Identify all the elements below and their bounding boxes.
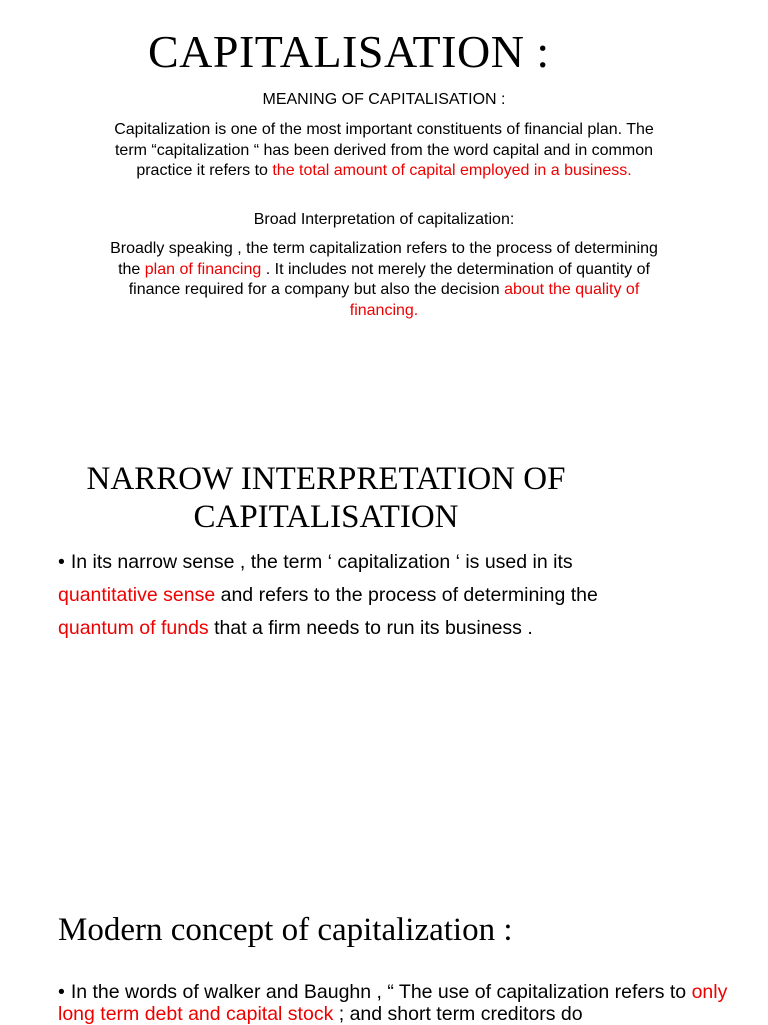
bullet-item xyxy=(58,981,738,1025)
slide-modern-concept xyxy=(0,885,768,1024)
slide-title: CAPITALISATION : xyxy=(148,26,550,77)
bullet-icon: • xyxy=(58,981,65,1003)
broad-paragraph xyxy=(98,239,670,321)
broad-highlight-1: plan of financing xyxy=(144,260,262,278)
bullet-icon: • xyxy=(58,551,65,573)
slide-narrow-interpretation xyxy=(0,430,768,885)
title-line-2: CAPITALISATION xyxy=(193,499,459,535)
bullet-text-2: ; and short term creditors do xyxy=(333,1003,583,1025)
slide-title: Modern concept of capitalization : xyxy=(58,912,513,948)
meaning-paragraph xyxy=(98,120,670,182)
broad-text-1: Broadly speaking , the term capitalization refers to the process of determining the xyxy=(110,240,658,278)
meaning-heading-text: MEANING OF CAPITALISATION : xyxy=(262,91,506,108)
broad-highlight-2: about the quality of financing. xyxy=(349,281,640,319)
bullet-highlight-1: only long term debt and capital stock xyxy=(58,981,728,1025)
bullet-highlight-2: quantum of funds xyxy=(58,617,209,639)
meaning-text: Capitalization is one of the most important constituents of financial plan. The term “capitalization “ has been derived from the word capital and in common practice it refers to xyxy=(114,121,654,179)
slide-title xyxy=(66,460,586,536)
title-line-1: NARROW INTERPRETATION OF xyxy=(86,461,566,497)
broad-text-2: . It includes not merely the determination of quantity of finance required for a company but also the decision xyxy=(128,260,650,298)
bullet-text-2: and refers to the process of determining the xyxy=(215,584,598,606)
bullet-text-3: that a firm needs to run its business . xyxy=(208,617,533,639)
meaning-heading xyxy=(0,90,768,110)
meaning-highlight: the total amount of capital employed in a business. xyxy=(272,162,632,179)
bullet-item xyxy=(58,546,698,645)
broad-heading: Broad Interpretation of capitalization: xyxy=(253,211,515,228)
bullet-highlight-1: quantitative sense xyxy=(58,584,216,606)
bullet-text-1: In its narrow sense , the term ‘ capitalization ‘ is used in its xyxy=(70,551,573,573)
slide-capitalisation xyxy=(0,0,768,430)
bullet-text-1: In the words of walker and Baughn , “ The use of capitalization refers to xyxy=(70,981,692,1003)
